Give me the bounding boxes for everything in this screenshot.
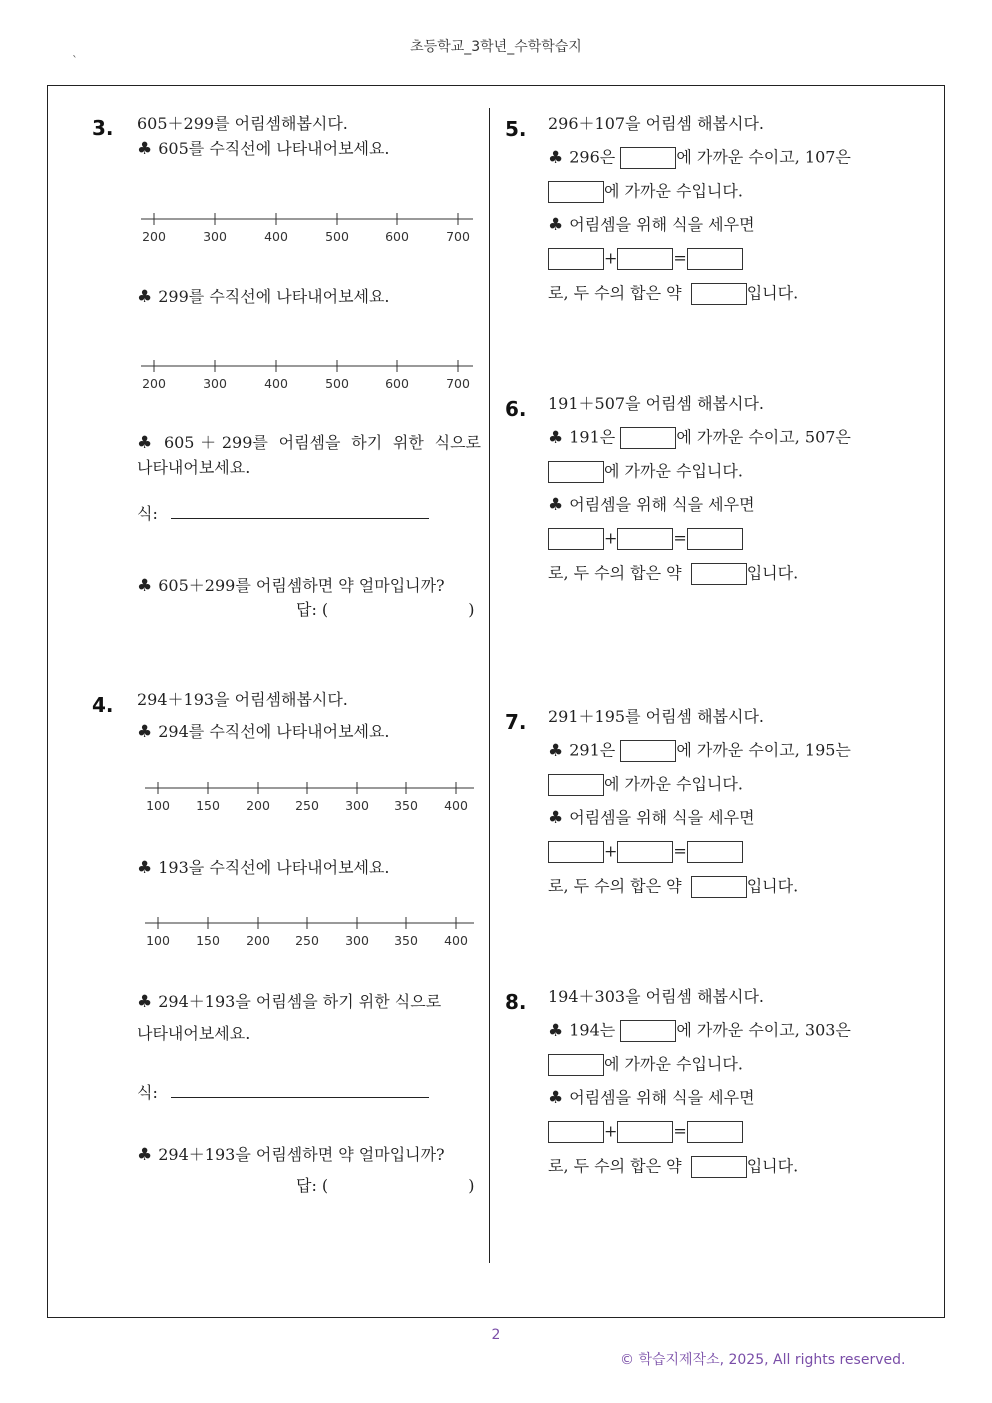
q6-a-text: 191은: [569, 427, 616, 447]
q6-title: 191＋507을 어림셈 해봅시다.: [548, 394, 764, 413]
column-divider: [489, 108, 490, 1263]
answer-box[interactable]: [691, 283, 747, 305]
q6-line5: [548, 563, 798, 585]
club-icon: ♣: [548, 1020, 564, 1041]
club-icon: ♣: [548, 147, 564, 168]
q7-line2: [548, 774, 743, 796]
number-line-q3-b[interactable]: [138, 355, 478, 395]
plus-sign: +: [604, 248, 618, 268]
q3-sub2-text: 299를 수직선에 나타내어보세요.: [158, 287, 390, 306]
q4-sub4-text: 294＋193을 어림셈하면 약 얼마입니까?: [158, 1145, 445, 1164]
number-line-svg[interactable]: [142, 777, 482, 817]
q4-sub2-text: 193을 수직선에 나타내어보세요.: [158, 858, 390, 877]
club-icon: ♣: [137, 722, 153, 742]
axis-label: 500: [325, 229, 349, 244]
plus-sign: +: [604, 528, 618, 548]
q4-sub1-text: 294를 수직선에 나타내어보세요.: [158, 722, 390, 741]
q8-line1: [548, 1020, 851, 1042]
q4-sub3-cont: 나타내어보세요.: [137, 1024, 251, 1043]
q8-title: 194＋303을 어림셈 해봅시다.: [548, 987, 764, 1006]
axis-label: 350: [394, 798, 418, 813]
answer-label: 답: (: [296, 1176, 329, 1195]
q3-answer-row[interactable]: [296, 600, 474, 620]
axis-label: 400: [264, 229, 288, 244]
answer-label: 답: (: [296, 600, 329, 619]
axis-label: 300: [203, 229, 227, 244]
near-end-text: 에 가까운 수입니다.: [604, 461, 743, 481]
answer-box[interactable]: [617, 248, 673, 270]
answer-box[interactable]: [548, 774, 604, 796]
answer-box[interactable]: [548, 248, 604, 270]
expression-label: 식:: [137, 504, 158, 523]
q3-sub3: [137, 433, 481, 453]
axis-label: 400: [444, 933, 468, 948]
plus-sign: +: [604, 1121, 618, 1141]
club-icon: ♣: [137, 139, 153, 159]
q8-line5: [548, 1156, 798, 1178]
q5-line2: [548, 181, 743, 203]
answer-box[interactable]: [548, 841, 604, 863]
answer-box[interactable]: [620, 147, 676, 169]
q6-line2: [548, 461, 743, 483]
axis-label: 400: [444, 798, 468, 813]
q8-a-text: 194는: [569, 1020, 616, 1040]
answer-box[interactable]: [548, 1054, 604, 1076]
answer-box[interactable]: [691, 876, 747, 898]
q5-a-text: 296은: [569, 147, 616, 167]
answer-box[interactable]: [687, 528, 743, 550]
question-number-3: 3.: [92, 116, 114, 140]
axis-label: 600: [385, 376, 409, 391]
club-icon: ♣: [137, 287, 153, 307]
answer-box[interactable]: [620, 427, 676, 449]
q7-line5: [548, 876, 798, 898]
expression-label: 식:: [137, 1083, 158, 1102]
sum-text: 로, 두 수의 합은 약: [548, 876, 682, 896]
axis-label: 200: [246, 933, 270, 948]
axis-label: 300: [345, 933, 369, 948]
near-mid-text: 에 가까운 수이고,: [676, 427, 800, 447]
q8-line3: [548, 1088, 755, 1108]
number-line-svg[interactable]: [138, 355, 478, 395]
expr-text: 어림셈을 위해 식을 세우면: [569, 1088, 755, 1107]
answer-box[interactable]: [687, 841, 743, 863]
q4-sub4: [137, 1145, 445, 1165]
q3-sub1: [137, 139, 390, 159]
axis-label: 500: [325, 376, 349, 391]
question-number-8: 8.: [505, 990, 527, 1014]
q7-line3: [548, 808, 755, 828]
q6-line1: [548, 427, 851, 449]
q4-answer-row[interactable]: [296, 1176, 474, 1196]
club-icon: ♣: [548, 495, 564, 515]
q3-title: 605＋299를 어림셈해봅시다.: [137, 114, 348, 133]
club-icon: ♣: [137, 1145, 153, 1165]
answer-box[interactable]: [687, 1121, 743, 1143]
sum-text: 로, 두 수의 합은 약: [548, 1156, 682, 1176]
copyright-notice: © 학습지제작소, 2025, All rights reserved.: [620, 1352, 906, 1368]
page-number: 2: [491, 1327, 501, 1343]
axis-label: 150: [196, 933, 220, 948]
near-mid-text: 에 가까운 수이고,: [676, 740, 800, 760]
axis-label: 400: [264, 376, 288, 391]
q4-sub3: [137, 992, 441, 1012]
sum-end-text: 입니다.: [746, 876, 799, 896]
sum-text: 로, 두 수의 합은 약: [548, 283, 682, 303]
near-end-text: 에 가까운 수입니다.: [604, 1054, 743, 1074]
axis-label: 200: [142, 229, 166, 244]
q7-a-text: 291은: [569, 740, 616, 760]
axis-label: 350: [394, 933, 418, 948]
q3-sub1-text: 605를 수직선에 나타내어보세요.: [158, 139, 390, 158]
answer-box[interactable]: [548, 1121, 604, 1143]
expr-text: 어림셈을 위해 식을 세우면: [569, 808, 755, 827]
expr-text: 어림셈을 위해 식을 세우면: [569, 215, 755, 234]
question-number-7: 7.: [505, 710, 527, 734]
club-icon: ♣: [137, 858, 153, 878]
q3-sub2: [137, 287, 390, 307]
number-line-svg[interactable]: [142, 912, 482, 952]
club-icon: ♣: [137, 576, 153, 596]
answer-box[interactable]: [620, 1020, 676, 1042]
sum-end-text: 입니다.: [746, 283, 799, 303]
axis-label: 300: [203, 376, 227, 391]
axis-label: 200: [246, 798, 270, 813]
answer-box[interactable]: [687, 248, 743, 270]
club-icon: ♣: [137, 433, 158, 453]
q6-equation-row: [548, 528, 743, 550]
question-number-5: 5.: [505, 117, 527, 141]
answer-box[interactable]: [548, 528, 604, 550]
q7-title: 291＋195를 어림셈 해봅시다.: [548, 707, 764, 726]
axis-label: 250: [295, 798, 319, 813]
q5-equation-row: [548, 248, 743, 270]
q5-line3: [548, 215, 755, 235]
q7-line1: [548, 740, 851, 762]
number-line-svg[interactable]: [138, 208, 478, 248]
q5-b-text: 107은: [804, 147, 851, 167]
answer-box[interactable]: [617, 1121, 673, 1143]
equals-sign: =: [673, 528, 687, 548]
q3-sub3-cont: 나타내어보세요.: [137, 458, 251, 477]
answer-box[interactable]: [617, 528, 673, 550]
q3-sub4-text: 605＋299를 어림셈하면 약 얼마입니까?: [158, 576, 445, 595]
sum-text: 로, 두 수의 합은 약: [548, 563, 682, 583]
q7-equation-row: [548, 841, 743, 863]
expression-answer-line[interactable]: [171, 1085, 429, 1098]
answer-box[interactable]: [691, 563, 747, 585]
club-icon: ♣: [548, 808, 564, 828]
equals-sign: =: [673, 248, 687, 268]
q8-b-text: 303은: [804, 1020, 851, 1040]
club-icon: ♣: [548, 740, 564, 761]
q8-line2: [548, 1054, 743, 1076]
axis-label: 100: [146, 933, 170, 948]
number-line-q4-a[interactable]: [142, 777, 482, 817]
q5-title: 296＋107을 어림셈 해봅시다.: [548, 114, 764, 133]
near-mid-text: 에 가까운 수이고,: [676, 147, 800, 167]
axis-label: 150: [196, 798, 220, 813]
q4-expression-row: [137, 1083, 429, 1103]
number-line-q4-b[interactable]: [142, 912, 482, 952]
q3-expression-row: [137, 504, 429, 524]
equals-sign: =: [673, 841, 687, 861]
q4-sub3-text: 294＋193을 어림셈을 하기 위한 식으로: [158, 992, 442, 1011]
axis-label: 250: [295, 933, 319, 948]
axis-label: 300: [345, 798, 369, 813]
q4-sub1: [137, 722, 390, 742]
worksheet-header: 초등학교_3학년_수학학습지: [410, 39, 582, 55]
club-icon: ♣: [548, 215, 564, 235]
q5-line5: [548, 283, 798, 305]
axis-label: 700: [446, 229, 470, 244]
header-mark: `: [72, 54, 78, 68]
axis-label: 700: [446, 376, 470, 391]
answer-close: ): [468, 1176, 475, 1195]
q3-sub4: [137, 576, 445, 596]
expression-answer-line[interactable]: [171, 506, 429, 519]
q4-sub2: [137, 858, 390, 878]
question-number-6: 6.: [505, 397, 527, 421]
club-icon: ♣: [137, 992, 153, 1012]
answer-box[interactable]: [691, 1156, 747, 1178]
q6-b-text: 507은: [804, 427, 851, 447]
q3-sub3-text: 605＋299를 어림셈을 하기 위한 식으로: [163, 433, 481, 452]
answer-box[interactable]: [620, 740, 676, 762]
q4-title: 294＋193을 어림셈해봅시다.: [137, 690, 348, 709]
plus-sign: +: [604, 841, 618, 861]
equals-sign: =: [673, 1121, 687, 1141]
sum-end-text: 입니다.: [746, 1156, 799, 1176]
q5-line1: [548, 147, 851, 169]
near-mid-text: 에 가까운 수이고,: [676, 1020, 800, 1040]
axis-label: 600: [385, 229, 409, 244]
q8-equation-row: [548, 1121, 743, 1143]
question-number-4: 4.: [92, 693, 114, 717]
axis-label: 100: [146, 798, 170, 813]
near-end-text: 에 가까운 수입니다.: [604, 774, 743, 794]
expr-text: 어림셈을 위해 식을 세우면: [569, 495, 755, 514]
answer-box[interactable]: [617, 841, 673, 863]
near-end-text: 에 가까운 수입니다.: [604, 181, 743, 201]
q6-line3: [548, 495, 755, 515]
club-icon: ♣: [548, 427, 564, 448]
q7-b-text: 195는: [804, 740, 851, 760]
sum-end-text: 입니다.: [746, 563, 799, 583]
answer-box[interactable]: [548, 461, 604, 483]
answer-close: ): [468, 600, 475, 619]
club-icon: ♣: [548, 1088, 564, 1108]
answer-box[interactable]: [548, 181, 604, 203]
number-line-q3-a[interactable]: [138, 208, 478, 248]
axis-label: 200: [142, 376, 166, 391]
